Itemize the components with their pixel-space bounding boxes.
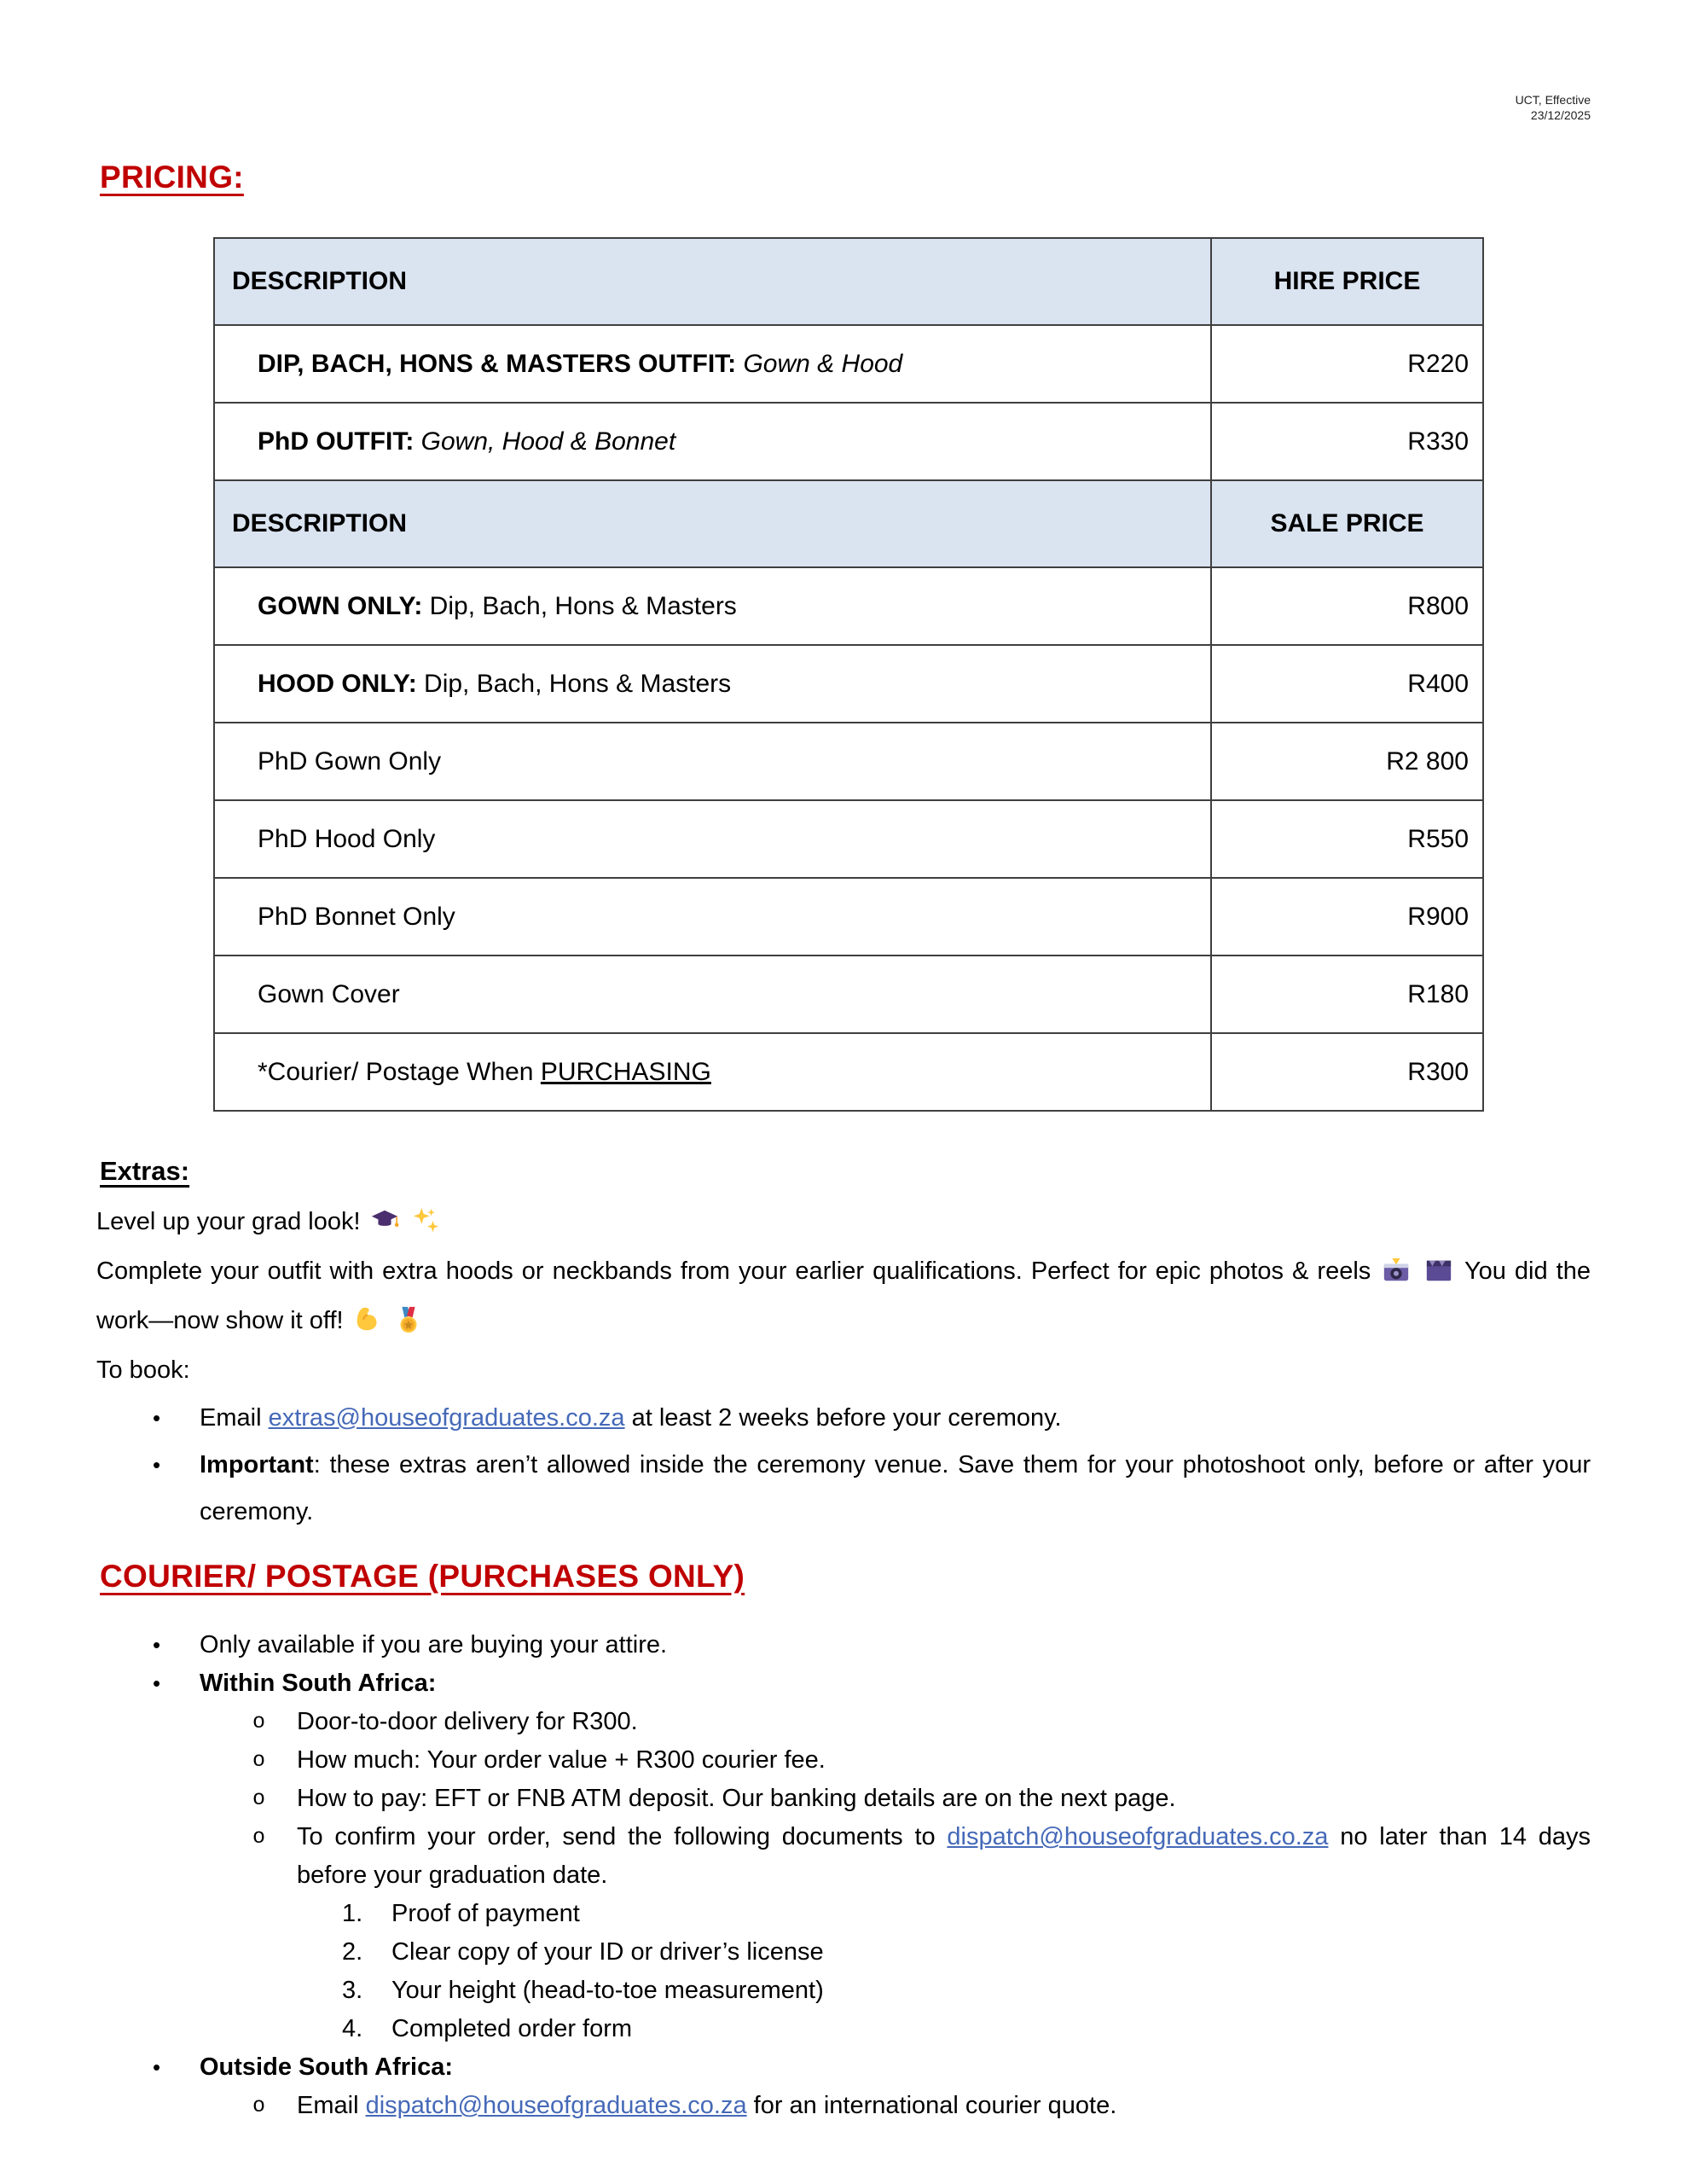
list-number: 3.	[342, 1977, 363, 2005]
to-book-label: To book:	[96, 1356, 190, 1384]
circle-bullet-icon: o	[252, 2094, 266, 2119]
row-price: R300	[1211, 1033, 1483, 1111]
table-row	[214, 403, 1483, 480]
within-item-text: How much: Your order value + R300 courier fee.	[297, 1746, 826, 1774]
graduation-cap-emoji	[370, 1206, 399, 1235]
row-label-bold: PhD OUTFIT:	[258, 427, 415, 456]
list-item	[252, 1703, 1591, 1741]
pricing-table	[213, 237, 1484, 1112]
document-item-text: Your height (head-to-toe measurement)	[391, 1977, 824, 2005]
document-item-text: Clear copy of your ID or driver’s license	[391, 1938, 824, 1966]
list-number: 4.	[342, 2015, 363, 2043]
extras-intro-text: Level up your grad look!	[96, 1207, 361, 1235]
list-item	[153, 1395, 1591, 1442]
hire-description-header: DESCRIPTION	[214, 238, 1211, 325]
list-number: 1.	[342, 1900, 363, 1928]
row-label: PhD Bonnet Only	[214, 878, 1211, 956]
row-label: Gown Cover	[214, 956, 1211, 1033]
row-price: R400	[1211, 645, 1483, 723]
dispatch-email-link[interactable]: dispatch@houseofgraduates.co.za	[365, 2092, 747, 2120]
email-bullet-post: at least 2 weeks before your ceremony.	[624, 1403, 1062, 1432]
list-item	[252, 1818, 1591, 1895]
row-price: R900	[1211, 878, 1483, 956]
row-label-bold: DIP, BACH, HONS & MASTERS OUTFIT:	[258, 349, 737, 378]
important-text: : these extras aren’t allowed inside the ceremony venue. Save them for your photoshoot only, before or after your ceremony.	[200, 1450, 1591, 1525]
outside-email-post: for an international courier quote.	[746, 2092, 1117, 2120]
row-price: R330	[1211, 403, 1483, 480]
table-header-row-hire	[214, 238, 1483, 325]
list-item	[153, 2048, 1591, 2087]
important-label: Important	[200, 1450, 314, 1478]
document-content	[96, 0, 1591, 2125]
sparkles-emoji	[411, 1206, 440, 1235]
courier-heading: COURIER/ POSTAGE (PURCHASES ONLY)	[100, 1558, 745, 1594]
sale-description-header: DESCRIPTION	[214, 480, 1211, 567]
bullet-icon: •	[153, 1451, 161, 1478]
bullet-icon: •	[153, 1632, 161, 1658]
row-label-rest: Dip, Bach, Hons & Masters	[416, 669, 732, 698]
hire-price-header: HIRE PRICE	[1211, 238, 1483, 325]
row-label: PhD Gown Only	[214, 723, 1211, 800]
effective-note-line1: UCT, Effective	[1515, 93, 1591, 107]
list-item	[153, 1664, 1591, 1703]
table-row	[214, 878, 1483, 956]
row-label-bold: HOOD ONLY:	[258, 669, 417, 698]
table-header-row-sale	[214, 480, 1483, 567]
row-price: R800	[1211, 567, 1483, 645]
row-price: R220	[1211, 325, 1483, 403]
within-item-text: Door-to-door delivery for R300.	[297, 1708, 638, 1736]
effective-note-line2: 23/12/2025	[1530, 108, 1591, 123]
list-item	[252, 1741, 1591, 1780]
table-row	[214, 956, 1483, 1033]
circle-bullet-icon: o	[252, 1786, 266, 1812]
row-label-prefix: *Courier/ Postage When	[258, 1057, 541, 1086]
circle-bullet-icon: o	[252, 1710, 266, 1735]
document-item-text: Completed order form	[391, 2015, 633, 2043]
list-item	[252, 1780, 1591, 1818]
row-label: PhD Hood Only	[214, 800, 1211, 878]
within-south-africa-label: Within South Africa:	[200, 1670, 437, 1698]
document-item-text: Proof of payment	[391, 1900, 580, 1928]
extras-intro-line	[96, 1197, 1591, 1246]
outside-email-pre: Email	[297, 2092, 366, 2120]
list-item	[342, 1933, 1591, 1972]
pricing-table-wrap	[213, 237, 1484, 1112]
extras-body-text-1: Complete your outfit with extra hoods or neckbands from your earlier qualifications. Perfect for epic photos & reels	[96, 1257, 1371, 1285]
table-row	[214, 567, 1483, 645]
circle-bullet-icon: o	[252, 1748, 266, 1774]
table-row	[214, 645, 1483, 723]
list-item	[252, 2087, 1591, 2125]
table-row	[214, 723, 1483, 800]
sale-price-header: SALE PRICE	[1211, 480, 1483, 567]
list-item	[342, 1972, 1591, 2010]
row-price: R550	[1211, 800, 1483, 878]
table-row	[214, 325, 1483, 403]
confirm-order-pre: To confirm your order, send the following documents to	[297, 1823, 948, 1851]
list-item	[342, 1895, 1591, 1933]
extras-body-paragraph	[96, 1246, 1591, 1345]
outside-south-africa-label: Outside South Africa:	[200, 2053, 453, 2082]
list-number: 2.	[342, 1938, 363, 1966]
confirm-order-post: no later than 14 days before your graduation date.	[297, 1823, 1591, 1890]
pricing-heading: PRICING:	[100, 160, 244, 195]
sports-medal-emoji	[394, 1305, 423, 1334]
row-price: R2 800	[1211, 723, 1483, 800]
row-label-rest: Dip, Bach, Hons & Masters	[422, 591, 737, 620]
row-label-italic: Gown & Hood	[736, 349, 903, 378]
extras-heading: Extras:	[100, 1156, 190, 1187]
extras-body-text-2: You did the work—now show it off!	[96, 1257, 1591, 1334]
dispatch-email-link[interactable]: dispatch@houseofgraduates.co.za	[947, 1823, 1329, 1851]
bullet-icon: •	[153, 2054, 161, 2081]
within-item-text: How to pay: EFT or FNB ATM deposit. Our banking details are on the next page.	[297, 1785, 1176, 1813]
list-item	[153, 1626, 1591, 1664]
bullet-icon: •	[153, 1670, 161, 1697]
list-item	[153, 1442, 1591, 1536]
courier-only-available-text: Only available if you are buying your attire.	[200, 1631, 668, 1659]
table-row	[214, 1033, 1483, 1111]
row-label-italic: Gown, Hood & Bonnet	[414, 427, 676, 456]
clapper-board-emoji	[1424, 1256, 1453, 1285]
bullet-icon: •	[153, 1404, 161, 1431]
extras-email-link[interactable]: extras@houseofgraduates.co.za	[268, 1403, 625, 1432]
flexed-biceps-emoji	[353, 1305, 382, 1334]
row-price: R180	[1211, 956, 1483, 1033]
circle-bullet-icon: o	[252, 1825, 266, 1850]
email-bullet-pre: Email	[200, 1403, 269, 1432]
row-label-underlined: PURCHASING	[540, 1057, 711, 1086]
row-label-bold: GOWN ONLY:	[258, 591, 423, 620]
list-item	[342, 2010, 1591, 2048]
camera-flash-emoji	[1382, 1256, 1411, 1285]
table-row	[214, 800, 1483, 878]
